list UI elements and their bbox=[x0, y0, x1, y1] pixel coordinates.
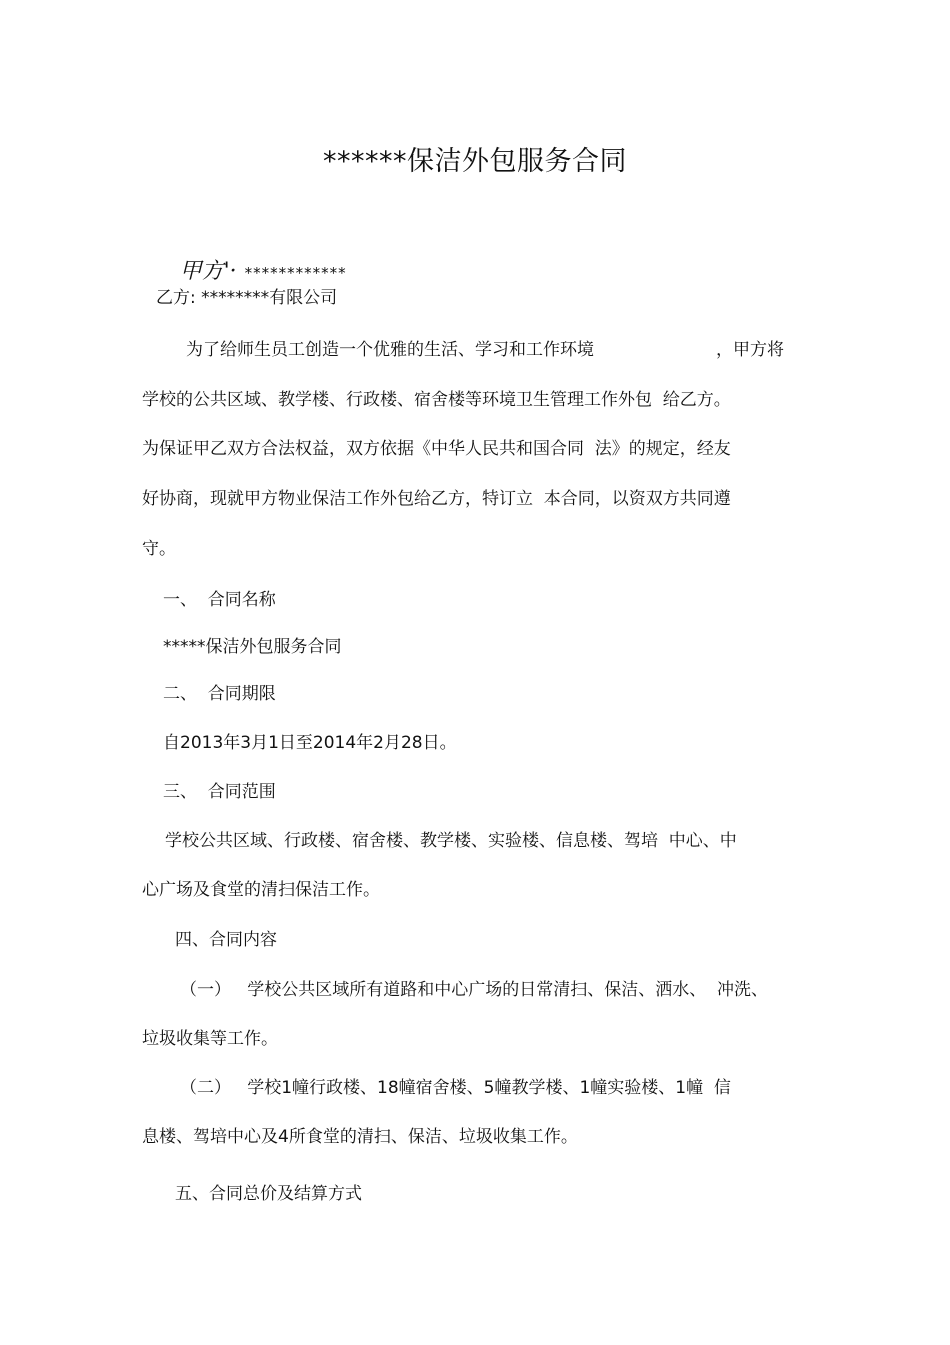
intro-line-5: 守。 bbox=[142, 539, 176, 559]
section-1-body: *****保洁外包服务合同 bbox=[163, 637, 342, 657]
section-2-heading: 二、 合同期限 bbox=[163, 684, 276, 704]
intro-line-3: 为保证甲乙双方合法权益，双方依据《中华人民共和国合同 法》的规定，经友 bbox=[142, 439, 731, 459]
intro-line-1b: ，甲方将 bbox=[716, 340, 784, 360]
section-4-item-1-line-2: 垃圾收集等工作。 bbox=[142, 1029, 278, 1049]
section-3-body-line-1: 学校公共区域、行政楼、宿舍楼、教学楼、实验楼、信息楼、驾培 中心、中 bbox=[165, 831, 737, 851]
section-2-body: 自2013年3月1日至2014年2月28日。 bbox=[163, 733, 457, 753]
intro-line-4: 好协商，现就甲方物业保洁工作外包给乙方，特订立 本合同，以资双方共同遵 bbox=[142, 489, 731, 509]
section-4-item-2-line-2: 息楼、驾培中心及4所食堂的清扫、保洁、垃圾收集工作。 bbox=[142, 1127, 578, 1147]
intro-line-1a: 为了给师生员工创造一个优雅的生活、学习和工作环境 bbox=[186, 340, 594, 360]
party-b-line: 乙方: ********有限公司 bbox=[156, 288, 338, 308]
section-4-item-2-line-1: （二） 学校1幢行政楼、18幢宿舍楼、5幢教学楼、1幢实验楼、1幢 信 bbox=[180, 1078, 731, 1098]
document-title: ******保洁外包服务合同 bbox=[323, 146, 627, 177]
section-1-heading: 一、 合同名称 bbox=[163, 590, 276, 610]
section-4-heading: 四、合同内容 bbox=[175, 930, 277, 950]
section-3-body-line-2: 心广场及食堂的清扫保洁工作。 bbox=[142, 880, 380, 900]
party-a-value: ************ bbox=[244, 264, 347, 282]
section-5-heading: 五、合同总价及结算方式 bbox=[175, 1184, 362, 1204]
section-4-item-1-line-1: （一） 学校公共区域所有道路和中心广场的日常清扫、保洁、洒水、 冲洗、 bbox=[180, 980, 769, 1000]
party-a-label: 甲方'· bbox=[179, 259, 237, 284]
section-3-heading: 三、 合同范围 bbox=[163, 782, 276, 802]
intro-line-2: 学校的公共区域、教学楼、行政楼、宿舍楼等环境卫生管理工作外包 给乙方。 bbox=[142, 390, 731, 410]
